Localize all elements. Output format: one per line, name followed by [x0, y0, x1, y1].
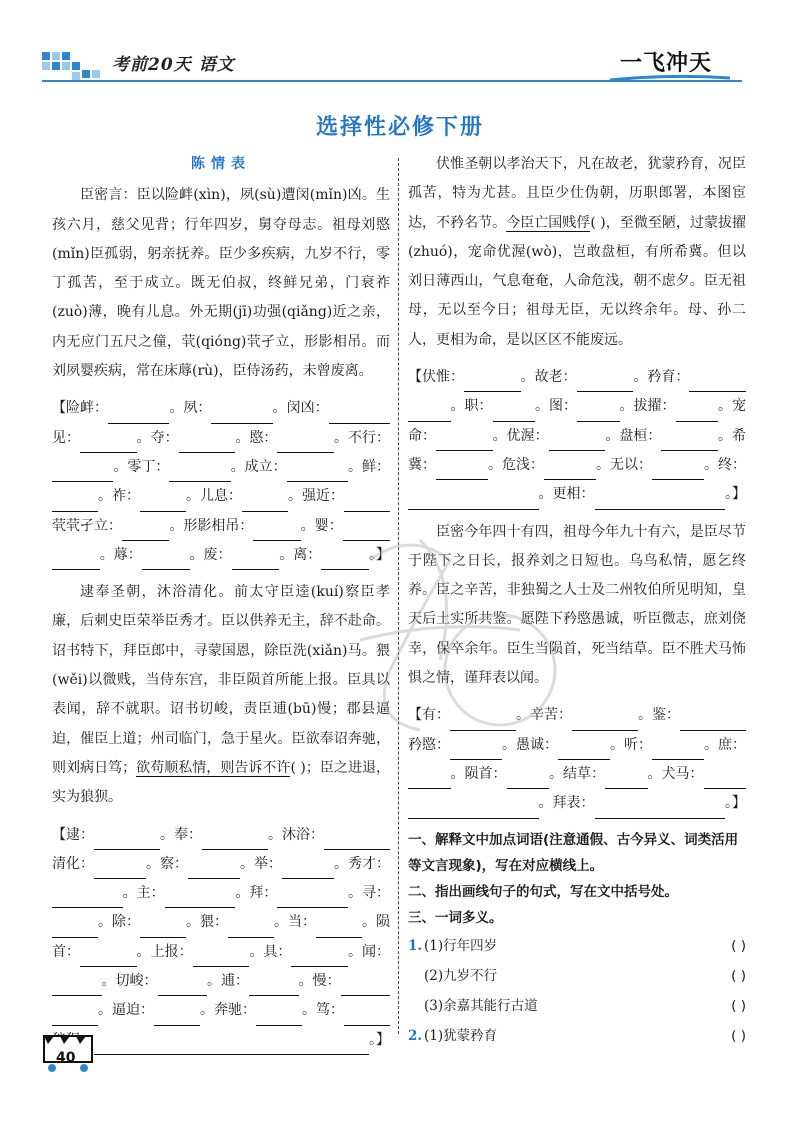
blank-label: 。】 [725, 486, 746, 503]
page-number: 40 [56, 1050, 76, 1066]
column-divider [398, 158, 399, 1034]
blank-label: 【有： [408, 707, 450, 724]
question-item [408, 931, 746, 961]
answer-blank[interactable] [287, 463, 348, 482]
blank-label: 。希 [718, 427, 747, 444]
blank-line [52, 512, 390, 541]
blank-label: 。】 [369, 1031, 390, 1048]
blank-label: 。辛苦： [516, 707, 572, 724]
blank-line [52, 850, 390, 879]
blank-label: 。废： [189, 546, 232, 563]
page-header [0, 0, 800, 90]
blank-line [52, 1026, 390, 1055]
blank-line [52, 821, 390, 850]
answer-blank[interactable] [228, 919, 274, 938]
answer-blank[interactable] [704, 770, 747, 789]
answer-blank[interactable] [344, 1007, 390, 1026]
answer-blank[interactable] [558, 741, 610, 760]
answer-paren[interactable]: ( ) [731, 937, 746, 954]
answer-blank[interactable] [436, 461, 488, 480]
blank-label: 。秀才： [334, 855, 390, 872]
header-squares-icon [42, 50, 102, 80]
brand-swoosh-icon [600, 74, 740, 84]
answer-blank[interactable] [544, 461, 596, 480]
passage-paragraph-4: 臣密今年四十有四，祖母今年九十有六，是臣尽节于陛下之日长，报养刘之日短也。乌鸟私情，愿乞终养。臣之辛苦，非独蜀之人士及二州牧伯所见明知，皇天后土实所共鉴。愿陛下矜愍愚诚，听臣微志，庶刘侥幸，保卒余年。臣生当陨首，死当结草。臣不胜犬马怖惧之情，谨拜表以闻。 [408, 523, 746, 687]
answer-blank[interactable] [154, 1007, 200, 1026]
answer-blank[interactable] [436, 432, 493, 451]
answer-blank[interactable] [188, 860, 240, 879]
answer-blank[interactable] [341, 977, 391, 996]
blank-label: 。结草： [549, 765, 605, 782]
left-column [52, 150, 390, 1055]
blank-label: 。除： [98, 914, 140, 931]
blank-label: 。听： [610, 736, 652, 753]
blank-label: 。蓐： [99, 546, 142, 563]
blank-line [408, 760, 746, 789]
blank-label: 【伏惟： [408, 369, 464, 386]
answer-blank[interactable] [94, 831, 160, 850]
blank-label: 。陨 [362, 914, 390, 931]
blank-line [52, 424, 390, 453]
blank-label: 。上报： [136, 943, 193, 960]
blank-line [408, 422, 746, 451]
answer-blank[interactable] [169, 463, 230, 482]
blank-label: 。逋： [207, 973, 249, 990]
blank-label: 。离： [279, 546, 322, 563]
underlined-sentence: 今臣亡国贱俘 [506, 214, 591, 231]
blank-label: 。无以： [596, 456, 652, 473]
book-title: 考前20天 语文 [112, 55, 235, 75]
brand-logo: 一飞冲天 [620, 51, 713, 76]
question-text: (1)行年四岁 [424, 937, 498, 954]
answer-paren[interactable]: ( ) [731, 967, 746, 984]
answer-blank[interactable] [676, 403, 719, 422]
blank-line [52, 482, 390, 511]
answer-blank[interactable] [549, 432, 606, 451]
page-title: 选择性必修下册 [315, 115, 484, 140]
answer-blank[interactable] [282, 860, 334, 879]
answer-paren[interactable]: ( ) [290, 759, 306, 776]
blank-label: 【逮： [52, 826, 94, 843]
blank-label: 。拜表： [538, 795, 595, 812]
question-text: (3)余嘉其能行古道 [424, 997, 538, 1014]
blank-line [52, 996, 390, 1025]
blank-label: 。鉴： [638, 707, 680, 724]
blank-label: 。】 [725, 795, 746, 812]
answer-blank[interactable] [242, 493, 288, 512]
answer-blank[interactable] [52, 551, 100, 570]
blank-label: 。愚诚： [502, 736, 558, 753]
blank-label: 。寻： [348, 885, 391, 902]
answer-blank[interactable] [253, 522, 300, 541]
answer-blank[interactable] [595, 800, 726, 819]
blank-label: 。零丁： [113, 458, 170, 475]
answer-blank[interactable] [193, 948, 250, 967]
blank-label: 。鲜： [347, 458, 390, 475]
answer-blank[interactable] [344, 493, 390, 512]
blank-label: 。庶： [704, 736, 746, 753]
blank-label: 清化： [52, 855, 94, 872]
header-rule [42, 80, 742, 82]
answer-blank[interactable] [158, 977, 208, 996]
answer-blank[interactable] [52, 889, 123, 908]
answer-blank[interactable] [408, 491, 539, 510]
question-item [408, 1021, 746, 1051]
answer-blank[interactable] [256, 1007, 302, 1026]
answer-blank[interactable] [605, 770, 648, 789]
answer-blank[interactable] [142, 551, 190, 570]
answer-blank[interactable] [652, 741, 704, 760]
blank-label: 。主： [122, 885, 165, 902]
blank-label: 。具： [249, 943, 292, 960]
answer-blank[interactable] [450, 712, 516, 731]
blank-label: 命： [408, 427, 436, 444]
answer-blank[interactable] [572, 712, 638, 731]
question-text: (2)九岁不行 [424, 967, 498, 984]
blank-label: 。慢： [298, 973, 341, 990]
answer-blank[interactable] [94, 860, 146, 879]
answer-blank[interactable] [316, 919, 362, 938]
answer-blank[interactable] [408, 403, 451, 422]
blank-label: 。闵凶： [272, 400, 329, 417]
blank-label: 。沐浴： [268, 826, 324, 843]
answer-blank[interactable] [343, 522, 390, 541]
answer-blank[interactable] [140, 493, 186, 512]
blank-label: 。形影相吊： [169, 517, 254, 534]
question-list [408, 931, 746, 1051]
blank-line [52, 541, 390, 570]
blank-line [408, 363, 746, 392]
question-number: 2. [408, 1027, 423, 1044]
blank-group-4 [408, 701, 746, 818]
blank-label: 。逼迫： [98, 1002, 154, 1019]
answer-blank[interactable] [321, 551, 369, 570]
blank-label: 。终： [704, 456, 746, 473]
blank-label: 。拜： [235, 885, 278, 902]
section-title: 陈情表 [191, 156, 251, 172]
blank-label: 冀： [408, 456, 436, 473]
blank-label: 。宠 [718, 398, 746, 415]
blank-label: 。强近： [288, 488, 344, 505]
blank-label: 。愍： [235, 429, 278, 446]
blank-line [52, 908, 390, 937]
answer-blank[interactable] [202, 831, 268, 850]
blank-label: 见： [52, 429, 80, 446]
blank-group-3 [408, 363, 746, 509]
blank-line [408, 789, 746, 818]
blank-line [408, 731, 746, 760]
blank-label: 。举： [240, 855, 282, 872]
blank-label: 。犬马： [647, 765, 704, 782]
answer-blank[interactable] [232, 551, 280, 570]
blank-label: 茕茕孑立： [52, 517, 122, 534]
blank-line [408, 701, 746, 730]
answer-blank[interactable] [108, 405, 169, 424]
blank-label: 。危浅： [488, 456, 544, 473]
blank-label: 。奔驰： [200, 1002, 256, 1019]
blank-label: 。成立： [230, 458, 287, 475]
answer-blank[interactable] [408, 800, 539, 819]
instruction-1: 一、解释文中加点词语(注意通假、古今异义、词类活用等文言现象)，写在对应横线上。 [408, 831, 739, 874]
answer-blank[interactable] [408, 770, 451, 789]
answer-blank[interactable] [291, 948, 348, 967]
passage-paragraph-3: 伏惟圣朝以孝治天下，凡在故老，犹蒙矜育，况臣孤苦，特为尤甚。且臣少仕伪朝，历职郎署，本图宦达，不矜名节。今臣亡国贱俘( )，至微至陋，过蒙拔擢(zhuó)，宠命优渥(wò)，岂敢盘桓，有所希冀。但以刘日薄西山，气息奄奄，人命危浅，朝不虑夕。臣无祖母，无以至今日；祖母无臣，无以终余年。母、孙二人，更相为命，是以区区不能废远。 [408, 156, 747, 348]
answer-blank[interactable] [507, 770, 550, 789]
blank-label: 。猥： [186, 914, 228, 931]
answer-blank[interactable] [52, 493, 98, 512]
blank-group-1 [52, 394, 390, 570]
blank-label: 矜愍： [408, 736, 450, 753]
blank-label: 。夙： [169, 400, 212, 417]
blank-line [52, 453, 390, 482]
answer-blank[interactable] [277, 434, 334, 453]
blank-label: 。闻： [348, 943, 391, 960]
answer-blank[interactable] [52, 919, 98, 938]
answer-paren[interactable]: ( ) [590, 214, 606, 231]
answer-blank[interactable] [52, 1007, 98, 1026]
blank-label: 。】 [369, 546, 390, 563]
answer-blank[interactable] [249, 977, 299, 996]
blank-label: 。当： [274, 914, 316, 931]
blank-label: 。优渥： [492, 427, 549, 444]
blank-label: 。陨首： [450, 765, 507, 782]
blank-line [408, 451, 746, 480]
answer-blank[interactable] [493, 403, 536, 422]
blank-label: 。察： [146, 855, 188, 872]
answer-blank[interactable] [577, 373, 634, 392]
answer-blank[interactable] [122, 522, 169, 541]
answer-blank[interactable] [464, 373, 521, 392]
blank-label: 。拔擢： [619, 398, 676, 415]
answer-blank[interactable] [661, 432, 718, 451]
answer-blank[interactable] [140, 919, 186, 938]
blank-line [52, 879, 390, 908]
question-item [408, 991, 746, 1021]
answer-blank[interactable] [179, 434, 236, 453]
blank-label: 。故老： [520, 369, 577, 386]
blank-label: 。不行： [334, 429, 391, 446]
blank-label: 。矜育： [633, 369, 690, 386]
blank-label: 。图： [535, 398, 577, 415]
blank-label: 【险衅： [52, 400, 108, 417]
question-item [408, 961, 746, 991]
answer-blank[interactable] [165, 889, 236, 908]
answer-blank[interactable] [689, 373, 746, 392]
answer-blank[interactable] [80, 948, 137, 967]
answer-blank[interactable] [324, 831, 390, 850]
blank-label: 。职： [450, 398, 493, 415]
answer-blank[interactable] [52, 977, 102, 996]
answer-blank[interactable] [680, 712, 746, 731]
blank-label: 。切峻： [101, 973, 158, 990]
answer-blank[interactable] [577, 403, 620, 422]
answer-blank[interactable] [277, 889, 348, 908]
answer-paren[interactable]: ( ) [731, 997, 746, 1014]
answer-blank[interactable] [80, 434, 137, 453]
blank-label: 。奉： [160, 826, 202, 843]
underlined-sentence: 欲苟顺私情，则告诉不许 [136, 759, 291, 776]
blank-label: 。夺： [136, 429, 179, 446]
answer-blank[interactable] [652, 461, 704, 480]
question-text: (1)犹蒙矜育 [424, 1027, 498, 1044]
blank-label: 。更相： [538, 486, 595, 503]
blank-line [52, 967, 390, 996]
blank-label: 。儿息： [186, 488, 242, 505]
blank-label: 首： [52, 943, 80, 960]
blank-label: 。祚： [98, 488, 140, 505]
instruction-3: 三、一词多义。 [408, 909, 503, 926]
answer-blank[interactable] [211, 405, 272, 424]
answer-paren[interactable]: ( ) [731, 1027, 746, 1044]
blank-line [52, 938, 390, 967]
blank-label: 。婴： [300, 517, 343, 534]
right-column [408, 150, 746, 1051]
passage-paragraph-1: 臣密言：臣以险衅(xìn)，夙(sù)遭闵(mǐn)凶。生孩六月，慈父见背；行年四岁，舅夺母志。祖母刘愍(mǐn)臣孤弱，躬亲抚养。臣少多疾病，九岁不行，零丁孤苦，至于成立。既无伯叔，终鲜兄弟，门衰祚(zuò)薄，晚有儿息。外无期(jī)功强(qiǎng)近之亲，内无应门五尺之僮，茕(qióng)茕孑立，形影相吊。而刘夙婴疾病，常在床蓐(rù)，臣侍汤药，未曾废离。 [52, 187, 390, 380]
blank-line [408, 392, 746, 421]
answer-blank[interactable] [329, 405, 390, 424]
answer-blank[interactable] [595, 491, 726, 510]
blank-label: 。笃： [302, 1002, 344, 1019]
blank-line [52, 394, 390, 423]
answer-blank[interactable] [52, 463, 113, 482]
question-number: 1. [408, 937, 423, 954]
answer-blank[interactable] [450, 741, 502, 760]
answer-blank[interactable] [94, 1036, 369, 1055]
passage-paragraph-2: 逮奉圣朝，沐浴清化。前太守臣逵(kuí)察臣孝廉，后刺史臣荣举臣秀才。臣以供养无主，辞不赴命。诏书特下，拜臣郎中，寻蒙国恩，除臣洗(xiǎn)马。猥(wěi)以微贱，当侍东宫，非臣陨首所能上报。臣具以表闻，辞不就职。诏书切峻，责臣逋(bū)慢；郡县逼迫，催臣上道；州司临门，急于星火。臣欲奉诏奔驰，则刘病日笃；欲苟顺私情，则告诉不许( )；臣之进退，实为狼狈。 [52, 584, 391, 806]
blank-line [408, 480, 746, 509]
blank-label: 。盘桓： [605, 427, 662, 444]
blank-group-2 [52, 821, 390, 1055]
instruction-2: 二、指出画线句子的句式，写在文中括号处。 [408, 883, 678, 900]
